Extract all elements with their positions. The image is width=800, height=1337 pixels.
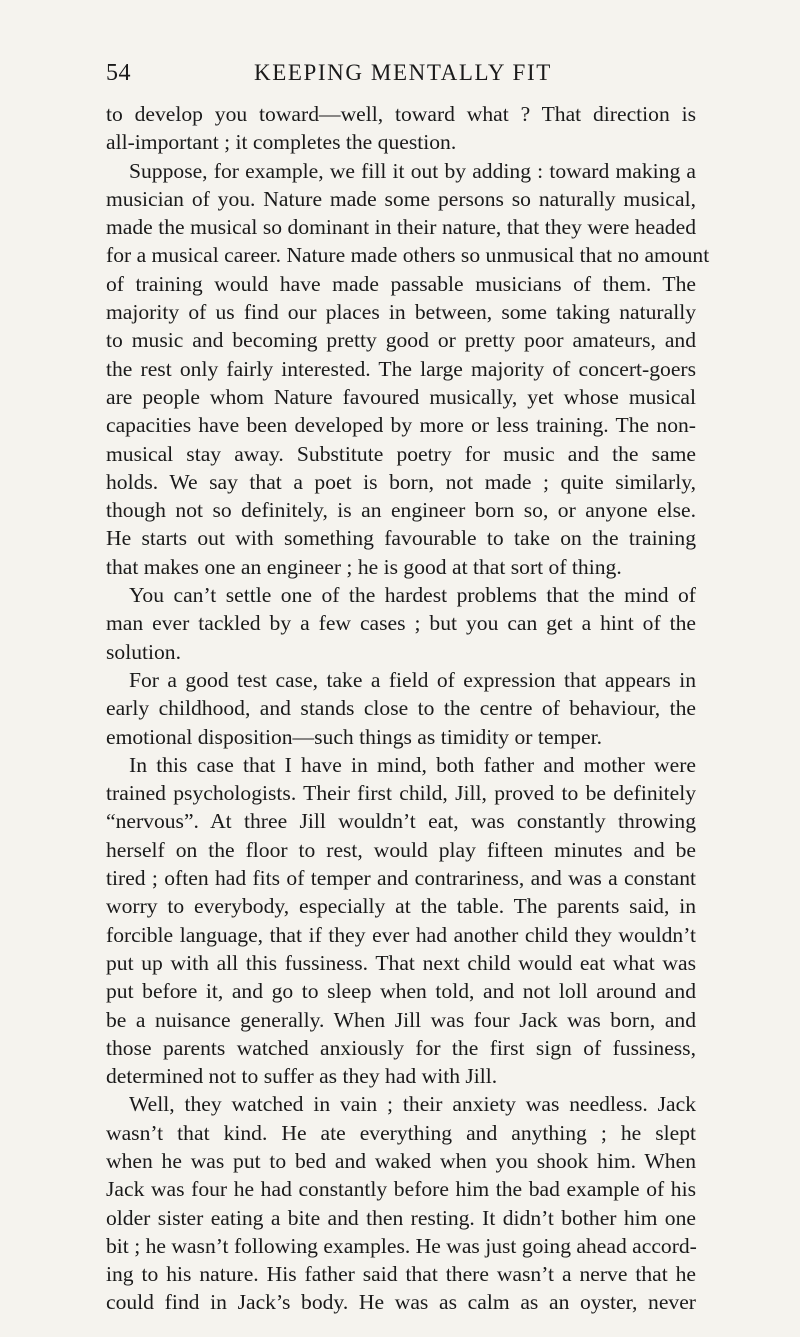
text-line: put before it, and go to sleep when told, and not loll around and <box>106 979 696 1004</box>
page-header <box>106 60 696 90</box>
page-number: 54 <box>106 60 131 86</box>
text-line: For a good test case, take a field of expression that appears in <box>129 667 696 692</box>
text-line: are people whom Nature favoured musically, yet whose musical <box>106 384 696 409</box>
text-line: holds. We say that a poet is born, not made ; quite similarly, <box>106 469 696 494</box>
text-line: that makes one an engineer ; he is good at that sort of thing. <box>106 554 622 579</box>
text-line: solution. <box>106 639 181 664</box>
text-line: capacities have been developed by more or less training. The non- <box>106 413 696 438</box>
text-line: determined not to suffer as they had with Jill. <box>106 1064 498 1089</box>
text-line: ing to his nature. His father said that there wasn’t a nerve that he <box>106 1262 696 1287</box>
body-text <box>106 100 710 1317</box>
text-line: tired ; often had fits of temper and contrariness, and was a constant <box>106 866 696 891</box>
text-line: In this case that I have in mind, both father and mother were <box>129 752 696 777</box>
text-line: for a musical career. Nature made others so unmusical that no amount <box>106 243 710 268</box>
text-line: to develop you toward—well, toward what ? That direction is <box>106 102 696 126</box>
text-line: the rest only fairly interested. The large majority of concert-goers <box>106 356 696 381</box>
text-line: man ever tackled by a few cases ; but you can get a hint of the <box>106 611 696 636</box>
text-line: early childhood, and stands close to the centre of behaviour, the <box>106 696 696 721</box>
text-line: bit ; he wasn’t following examples. He was just going ahead accord- <box>106 1233 697 1258</box>
text-line: Jack was four he had constantly before him the bad example of his <box>106 1177 696 1202</box>
text-line: Suppose, for example, we fill it out by adding : toward making a <box>129 158 696 183</box>
text-line: be a nuisance generally. When Jill was four Jack was born, and <box>106 1007 696 1032</box>
text-line: made the musical so dominant in their nature, that they were headed <box>106 215 696 240</box>
text-line: when he was put to bed and waked when you shook him. When <box>106 1148 696 1173</box>
text-line: worry to everybody, especially at the table. The parents said, in <box>106 894 696 919</box>
text-line: though not so definitely, is an engineer born so, or anyone else. <box>106 498 696 523</box>
text-line: “nervous”. At three Jill wouldn’t eat, was constantly throwing <box>106 809 696 834</box>
text-line: older sister eating a bite and then resting. It didn’t bother him one <box>106 1205 696 1230</box>
running-title: KEEPING MENTALLY FIT <box>254 60 552 85</box>
text-line: put up with all this fussiness. That next child would eat what was <box>106 950 696 975</box>
text-line: Well, they watched in vain ; their anxiety was needless. Jack <box>129 1092 696 1117</box>
text-line: of training would have made passable musicians of them. The <box>106 271 696 296</box>
text-line: those parents watched anxiously for the first sign of fussiness, <box>106 1035 696 1060</box>
text-line: wasn’t that kind. He ate everything and anything ; he slept <box>106 1120 696 1145</box>
text-line: to music and becoming pretty good or pretty poor amateurs, and <box>106 328 696 353</box>
text-line: all-important ; it completes the question. <box>106 130 457 155</box>
text-line: could find in Jack’s body. He was as calm as an oyster, never <box>106 1290 696 1315</box>
text-line: majority of us find our places in between, some taking naturally <box>106 300 696 325</box>
text-line: forcible language, that if they ever had another child they wouldn’t <box>106 922 696 947</box>
text-line: You can’t settle one of the hardest problems that the mind of <box>129 583 696 608</box>
text-line: emotional disposition—such things as timidity or temper. <box>106 724 603 749</box>
text-line: musician of you. Nature made some persons so naturally musical, <box>106 186 696 211</box>
text-line: herself on the floor to rest, would play fifteen minutes and be <box>106 837 696 862</box>
text-line: trained psychologists. Their first child, Jill, proved to be definitely <box>106 781 696 806</box>
text-line: He starts out with something favourable to take on the training <box>106 526 696 551</box>
text-line: musical stay away. Substitute poetry for music and the same <box>106 441 696 466</box>
